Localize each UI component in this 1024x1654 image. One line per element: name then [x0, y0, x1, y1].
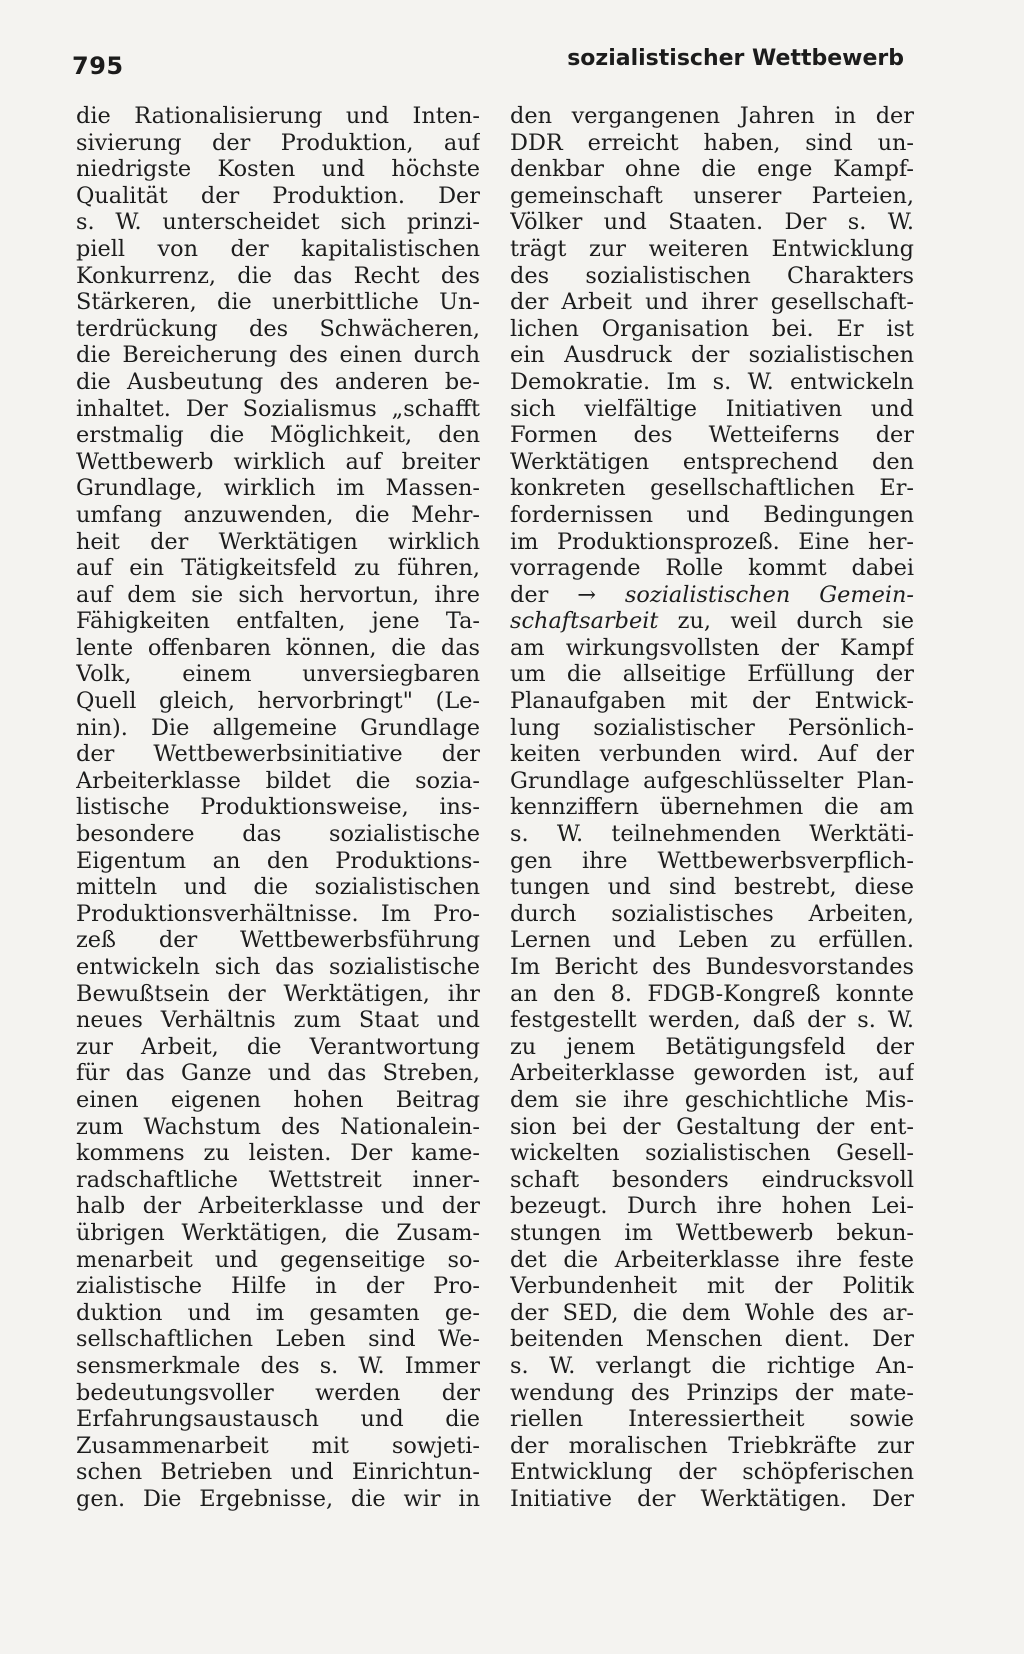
- text-line: den vergangenen Jahren in der: [510, 103, 914, 129]
- text-line: zialistische Hilfe in der Pro-: [76, 1273, 480, 1300]
- text-line: terdrückung des Schwächeren,: [76, 315, 480, 342]
- text-line: schen Betrieben und Einrichtun-: [76, 1459, 480, 1486]
- text-line: der Wettbewerbsinitiative der: [76, 741, 480, 768]
- text-line: Fähigkeiten entfalten, jene Ta-: [76, 608, 480, 635]
- text-segment: der →: [510, 581, 625, 608]
- text-line: Demokratie. Im s. W. entwickeln: [510, 368, 914, 395]
- text-line: Grundlage aufgeschlüsselter Plan-: [510, 767, 914, 794]
- page-number: 795: [72, 52, 124, 80]
- text-line: mitteln und die sozialistischen: [76, 874, 480, 901]
- text-line: sivierung der Produktion, auf: [76, 129, 480, 156]
- text-line: DDR erreicht haben, sind un-: [510, 129, 914, 156]
- cross-reference-link: sozialistischen Gemein-: [624, 581, 914, 608]
- text-line: Eigentum an den Produktions-: [76, 847, 480, 874]
- text-line: s. W. unterscheidet sich prinzi-: [76, 209, 480, 236]
- text-line: Völker und Staaten. Der s. W.: [510, 209, 914, 236]
- text-line: kennziffern übernehmen die am: [510, 794, 914, 821]
- text-line: heit der Werktätigen wirklich: [76, 528, 480, 555]
- text-line: tungen und sind bestrebt, diese: [510, 874, 914, 901]
- text-line: schaft besonders eindrucksvoll: [510, 1166, 914, 1193]
- text-line: fordernissen und Bedingungen: [510, 501, 914, 528]
- text-line: Werktätigen entsprechend den: [510, 448, 914, 475]
- text-line: Formen des Wetteiferns der: [510, 422, 914, 449]
- text-line: gen ihre Wettbewerbsverpflich-: [510, 847, 914, 874]
- text-line: keiten verbunden wird. Auf der: [510, 741, 914, 768]
- text-line: kommens zu leisten. Der kame-: [76, 1140, 480, 1167]
- text-line: lente offenbaren können, die das: [76, 634, 480, 661]
- text-line: durch sozialistisches Arbeiten,: [510, 900, 914, 927]
- text-line: Produktionsverhältnisse. Im Pro-: [76, 900, 480, 927]
- text-line: wendung des Prinzips der mate-: [510, 1379, 914, 1406]
- text-line: zu jenem Betätigungsfeld der: [510, 1033, 914, 1060]
- right-text-column: [510, 103, 914, 1512]
- text-line: ein Ausdruck der sozialistischen: [510, 342, 914, 369]
- text-line: die Bereicherung des einen durch: [76, 342, 480, 369]
- text-line: stungen im Wettbewerb bekun-: [510, 1219, 914, 1246]
- text-line: auf dem sie sich hervortun, ihre: [76, 581, 480, 608]
- text-line: piell von der kapitalistischen: [76, 235, 480, 262]
- text-line: Planaufgaben mit der Entwick-: [510, 688, 914, 715]
- text-line: erstmalig die Möglichkeit, den: [76, 422, 480, 449]
- text-line: bedeutungsvoller werden der: [76, 1379, 480, 1406]
- text-line: auf ein Tätigkeitsfeld zu führen,: [76, 555, 480, 582]
- text-line: bezeugt. Durch ihre hohen Lei-: [510, 1193, 914, 1220]
- text-line: wickelten sozialistischen Gesell-: [510, 1140, 914, 1167]
- text-line: gemeinschaft unserer Parteien,: [510, 182, 914, 209]
- text-line: übrigen Werktätigen, die Zusam-: [76, 1219, 480, 1246]
- text-line: Qualität der Produktion. Der: [76, 182, 480, 209]
- text-line: zum Wachstum des Nationalein-: [76, 1113, 480, 1140]
- text-line: radschaftliche Wettstreit inner-: [76, 1166, 480, 1193]
- text-line: Erfahrungsaustausch und die: [76, 1406, 480, 1433]
- text-line: gen. Die Ergebnisse, die wir in: [76, 1485, 480, 1512]
- text-line: det die Arbeiterklasse ihre feste: [510, 1246, 914, 1273]
- text-line: denkbar ohne die enge Kampf-: [510, 156, 914, 183]
- text-line: [510, 608, 914, 635]
- left-text-column: [76, 103, 480, 1512]
- text-line: Entwicklung der schöpferischen: [510, 1459, 914, 1486]
- text-line: der moralischen Triebkräfte zur: [510, 1432, 914, 1459]
- text-line: duktion und im gesamten ge-: [76, 1299, 480, 1326]
- text-line: Verbundenheit mit der Politik: [510, 1273, 914, 1300]
- text-line: der Arbeit und ihrer gesellschaft-: [510, 289, 914, 316]
- text-line: Stärkeren, die unerbittliche Un-: [76, 289, 480, 316]
- text-line: sellschaftlichen Leben sind We-: [76, 1326, 480, 1353]
- text-line: um die allseitige Erfüllung der: [510, 661, 914, 688]
- text-line: niedrigste Kosten und höchste: [76, 156, 480, 183]
- text-line: listische Produktionsweise, ins-: [76, 794, 480, 821]
- text-line: dem sie ihre geschichtliche Mis-: [510, 1086, 914, 1113]
- text-line: Arbeiterklasse geworden ist, auf: [510, 1060, 914, 1087]
- text-line: neues Verhältnis zum Staat und: [76, 1007, 480, 1034]
- text-segment: zu, weil durch sie: [658, 608, 914, 635]
- text-line: nin). Die allgemeine Grundlage: [76, 714, 480, 741]
- text-line: für das Ganze und das Streben,: [76, 1060, 480, 1087]
- text-line: s. W. teilnehmenden Werktäti-: [510, 821, 914, 848]
- text-line: zeß der Wettbewerbsführung: [76, 927, 480, 954]
- text-line: Zusammenarbeit mit sowjeti-: [76, 1432, 480, 1459]
- text-line: trägt zur weiteren Entwicklung: [510, 235, 914, 262]
- text-line: inhaltet. Der Sozialismus „schafft: [76, 395, 480, 422]
- text-line: des sozialistischen Charakters: [510, 262, 914, 289]
- text-line: einen eigenen hohen Beitrag: [76, 1086, 480, 1113]
- text-line: sensmerkmale des s. W. Immer: [76, 1352, 480, 1379]
- cross-reference-link: schaftsarbeit: [510, 608, 659, 635]
- text-line: die Ausbeutung des anderen be-: [76, 368, 480, 395]
- text-line: Bewußtsein der Werktätigen, ihr: [76, 980, 480, 1007]
- text-line: riellen Interessiertheit sowie: [510, 1406, 914, 1433]
- text-line: lichen Organisation bei. Er ist: [510, 315, 914, 342]
- text-line: Grundlage, wirklich im Massen-: [76, 475, 480, 502]
- text-line: konkreten gesellschaftlichen Er-: [510, 475, 914, 502]
- text-line: zur Arbeit, die Verantwortung: [76, 1033, 480, 1060]
- text-line: Volk, einem unversiegbaren: [76, 661, 480, 688]
- text-line: festgestellt werden, daß der s. W.: [510, 1007, 914, 1034]
- text-line: halb der Arbeiterklasse und der: [76, 1193, 480, 1220]
- text-line: s. W. verlangt die richtige An-: [510, 1352, 914, 1379]
- text-line: die Rationalisierung und Inten-: [76, 103, 480, 129]
- text-line: beitenden Menschen dient. Der: [510, 1326, 914, 1353]
- text-line: an den 8. FDGB-Kongreß konnte: [510, 980, 914, 1007]
- text-line: sion bei der Gestaltung der ent-: [510, 1113, 914, 1140]
- text-line: entwickeln sich das sozialistische: [76, 954, 480, 980]
- text-line: Arbeiterklasse bildet die sozia-: [76, 767, 480, 794]
- text-line: Konkurrenz, die das Recht des: [76, 262, 480, 289]
- text-line: Lernen und Leben zu erfüllen.: [510, 927, 914, 954]
- text-line: Quell gleich, hervorbringt" (Le-: [76, 688, 480, 715]
- text-line: umfang anzuwenden, die Mehr-: [76, 501, 480, 528]
- text-line: am wirkungsvollsten der Kampf: [510, 634, 914, 661]
- text-line: sich vielfältige Initiativen und: [510, 395, 914, 422]
- text-line: [510, 582, 914, 609]
- text-line: besondere das sozialistische: [76, 821, 480, 848]
- text-line: Im Bericht des Bundesvorstandes: [510, 954, 914, 980]
- text-line: vorragende Rolle kommt dabei: [510, 555, 914, 582]
- text-line: Initiative der Werktätigen. Der: [510, 1485, 914, 1512]
- running-head: sozialistischer Wettbewerb: [567, 46, 904, 71]
- text-line: lung sozialistischer Persönlich-: [510, 714, 914, 741]
- text-line: im Produktionsprozeß. Eine her-: [510, 528, 914, 555]
- text-line: der SED, die dem Wohle des ar-: [510, 1299, 914, 1326]
- text-line: menarbeit und gegenseitige so-: [76, 1246, 480, 1273]
- text-line: Wettbewerb wirklich auf breiter: [76, 448, 480, 475]
